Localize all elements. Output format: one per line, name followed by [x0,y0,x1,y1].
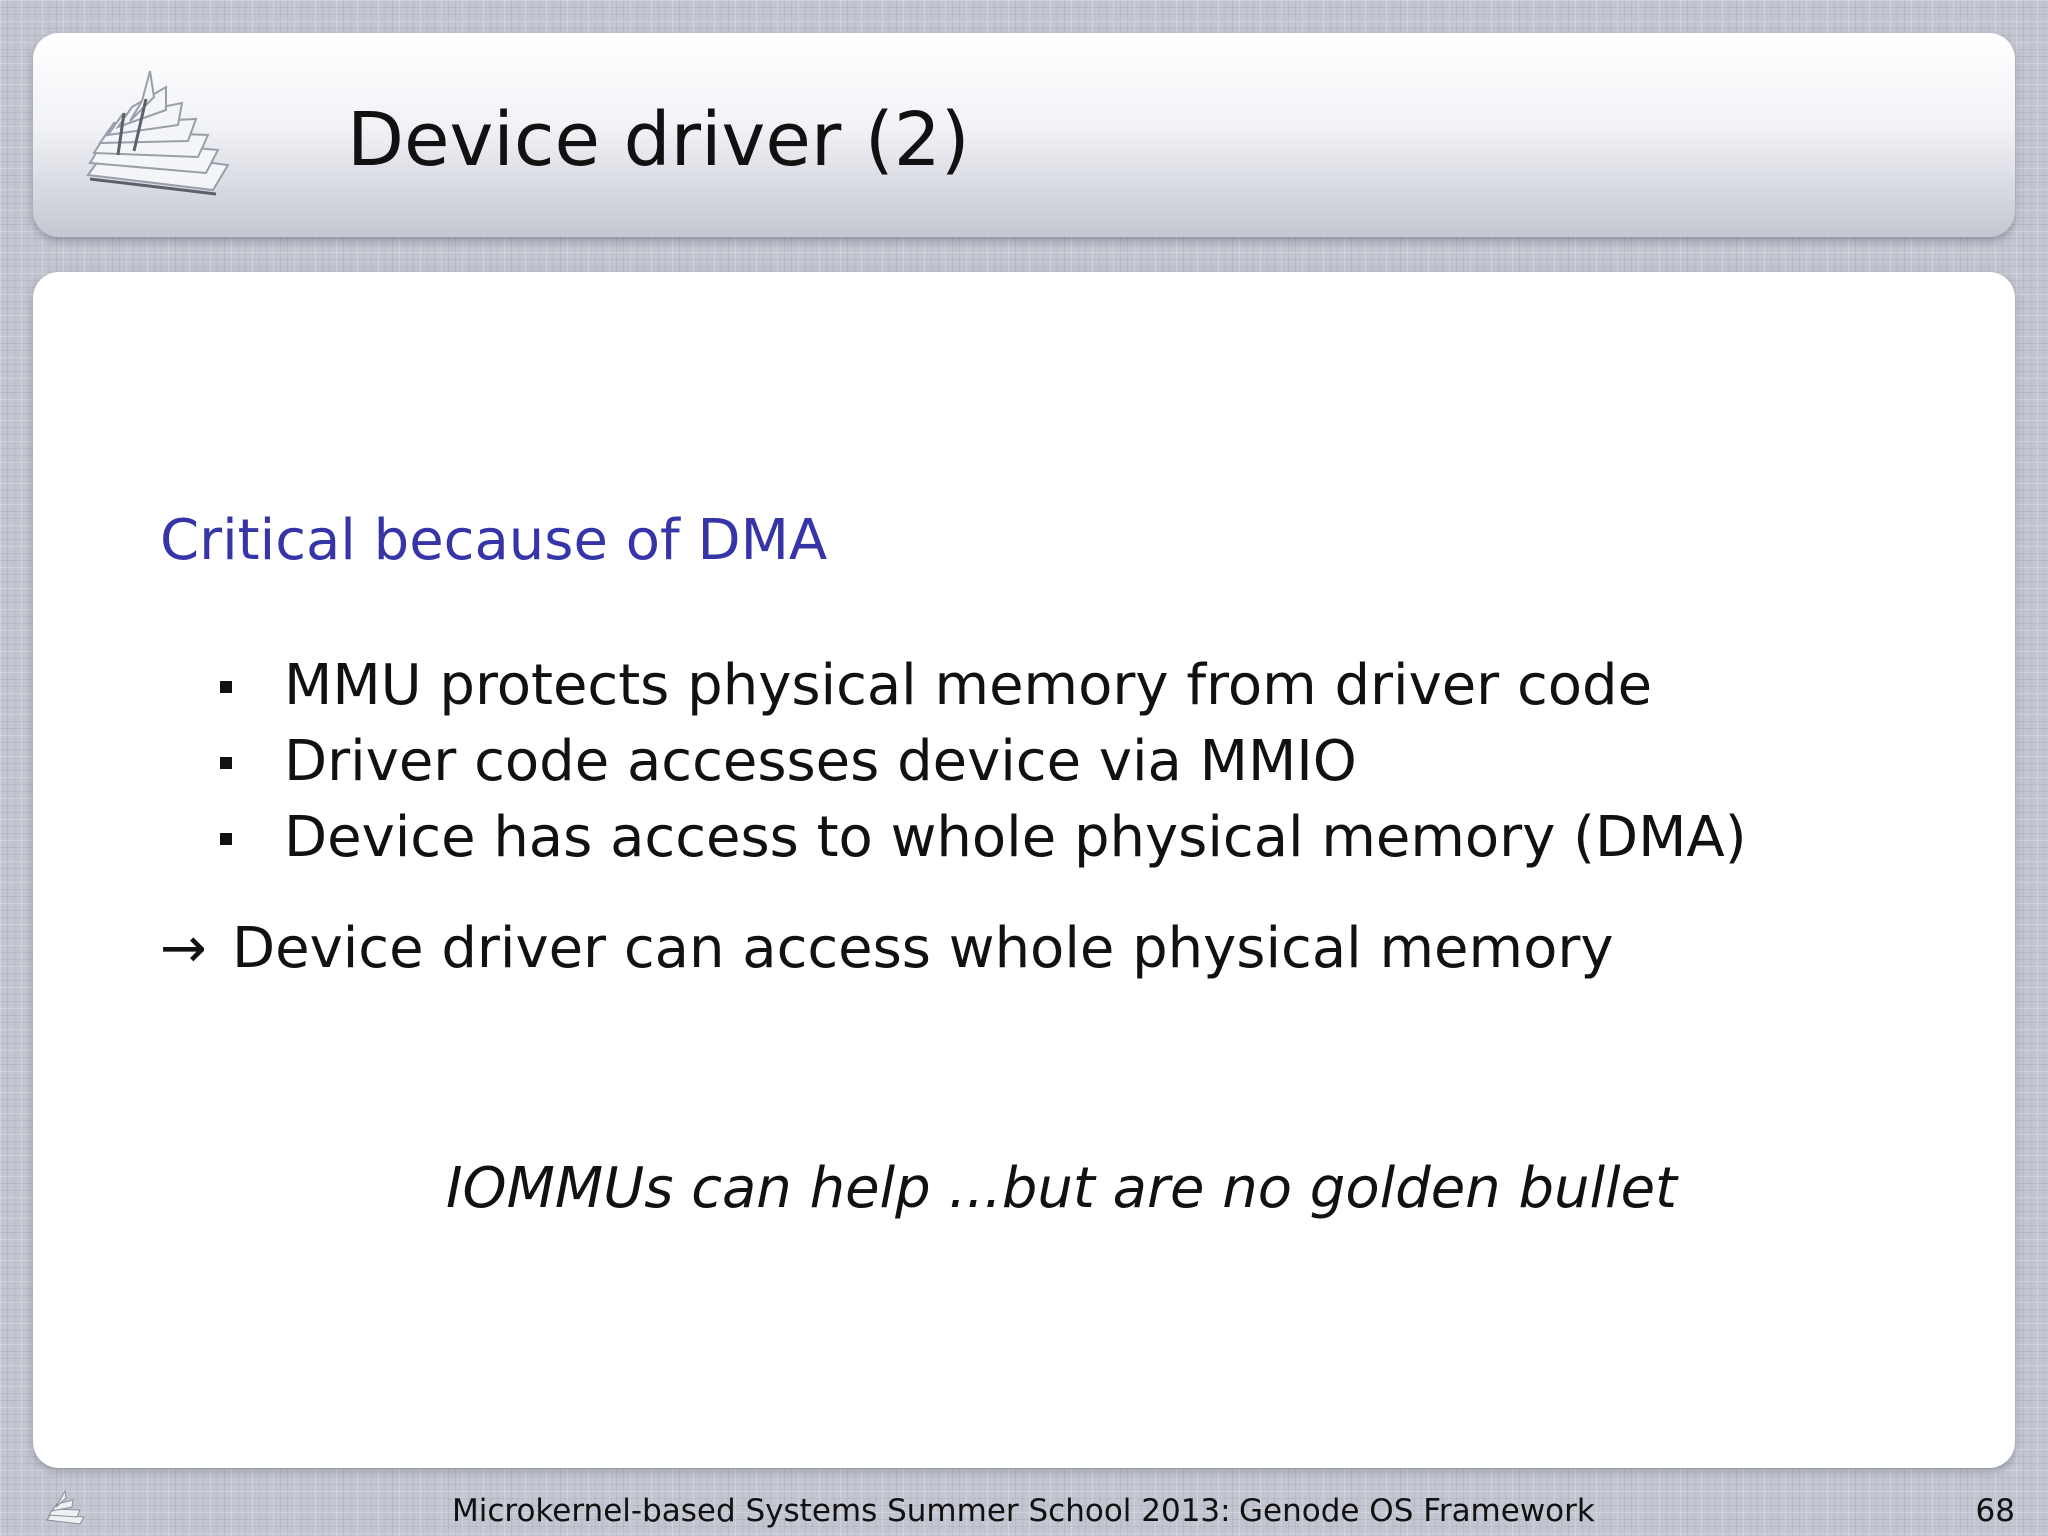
bullet-item [214,802,1747,878]
stacked-pages-logo-icon [44,1488,88,1528]
bullet-text: Device has access to whole physical memory (DMA) [284,805,1747,870]
block-title: Critical because of DMA [160,508,828,573]
right-arrow-icon: → [160,916,207,981]
footer-course: Microkernel-based Systems Summer School 2013: [452,1493,1231,1529]
bullet-item [214,650,1747,726]
bullet-text: MMU protects physical memory from driver code [284,653,1653,718]
emphasis-note: IOMMUs can help ...but are no golden bullet [446,1156,1678,1221]
footer-talk-title: Genode OS Framework [1239,1493,1595,1529]
conclusion [160,913,1614,985]
title-bar [33,33,2015,237]
bullet-list [214,650,1747,878]
slide-title: Device driver (2) [347,97,970,183]
bullet-text: Driver code accesses device via MMIO [284,729,1357,794]
bullet-item [214,726,1747,802]
square-bullet-icon [220,681,232,693]
square-bullet-icon [220,757,232,769]
stacked-pages-logo-icon [78,55,238,205]
conclusion-text: Device driver can access whole physical memory [232,916,1614,981]
page-number: 68 [1975,1493,2015,1529]
square-bullet-icon [220,833,232,845]
